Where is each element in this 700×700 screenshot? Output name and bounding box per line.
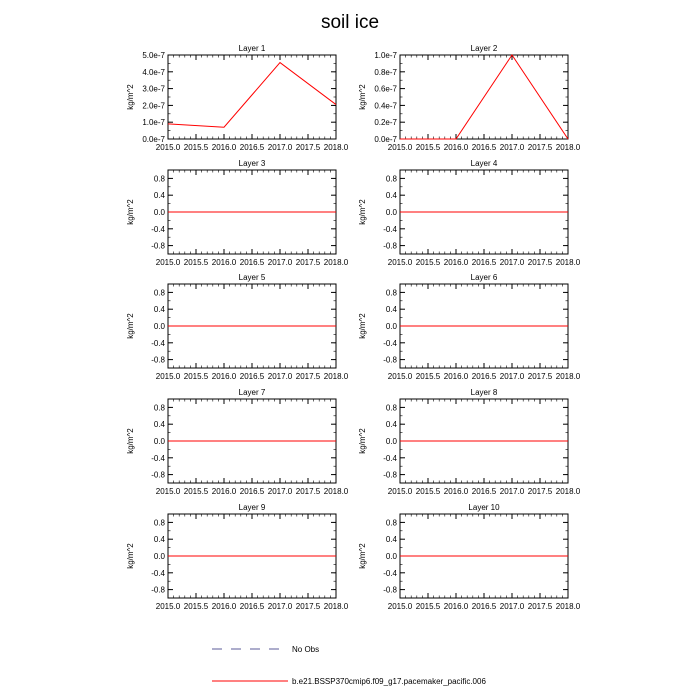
x-tick-label: 2018.0 bbox=[323, 487, 349, 496]
x-tick-label: 2015.5 bbox=[183, 602, 209, 611]
x-tick-label: 2017.5 bbox=[295, 487, 321, 496]
legend bbox=[212, 645, 486, 686]
x-tick-label: 2015.0 bbox=[155, 372, 181, 381]
y-tick-label: 0.0 bbox=[153, 437, 165, 446]
x-tick-label: 2015.5 bbox=[415, 372, 441, 381]
panel-title: Layer 3 bbox=[238, 159, 266, 168]
y-tick-label: 0.0 bbox=[385, 322, 397, 331]
x-tick-label: 2018.0 bbox=[323, 372, 349, 381]
x-tick-label: 2016.0 bbox=[211, 258, 237, 267]
y-tick-label: -0.8 bbox=[151, 355, 165, 365]
y-tick-label: 0.0 bbox=[385, 208, 397, 217]
x-tick-label: 2016.5 bbox=[239, 143, 265, 152]
series-line bbox=[168, 63, 336, 128]
x-tick-label: 2016.5 bbox=[471, 143, 497, 152]
y-tick-label: -0.8 bbox=[151, 470, 165, 480]
x-tick-label: 2016.0 bbox=[443, 258, 469, 267]
panel-title: Layer 5 bbox=[238, 273, 266, 282]
y-tick-label: -0.4 bbox=[383, 224, 397, 234]
y-tick-label: 0.4 bbox=[385, 420, 397, 430]
x-tick-label: 2017.0 bbox=[267, 372, 293, 381]
x-tick-label: 2017.5 bbox=[527, 258, 553, 267]
x-tick-label: 2016.0 bbox=[443, 487, 469, 496]
panel-layer-6 bbox=[358, 273, 581, 381]
x-tick-label: 2017.0 bbox=[499, 487, 525, 496]
y-tick-label: 0.8 bbox=[153, 288, 165, 298]
plot-frame bbox=[168, 55, 336, 139]
panel-title: Layer 7 bbox=[238, 388, 266, 397]
y-tick-label: -0.8 bbox=[383, 355, 397, 365]
y-axis-label: kg/m^2 bbox=[126, 313, 135, 339]
y-tick-label: 0.4 bbox=[153, 305, 165, 315]
x-tick-label: 2017.5 bbox=[295, 372, 321, 381]
x-tick-label: 2018.0 bbox=[555, 602, 581, 611]
y-tick-label: -0.4 bbox=[151, 453, 165, 463]
panel-layer-7 bbox=[126, 388, 349, 496]
x-tick-label: 2015.5 bbox=[415, 258, 441, 267]
panels-group bbox=[126, 44, 581, 611]
x-tick-label: 2016.0 bbox=[211, 143, 237, 152]
x-tick-label: 2017.5 bbox=[527, 143, 553, 152]
x-tick-label: 2016.5 bbox=[239, 602, 265, 611]
panel-layer-4 bbox=[358, 159, 581, 267]
panel-layer-9 bbox=[126, 503, 349, 611]
panel-title: Layer 9 bbox=[238, 503, 266, 512]
figure-title: soil ice bbox=[320, 12, 380, 33]
y-axis-label: kg/m^2 bbox=[126, 84, 135, 110]
x-tick-label: 2015.0 bbox=[155, 487, 181, 496]
x-tick-label: 2016.5 bbox=[239, 258, 265, 267]
y-tick-label: -0.4 bbox=[151, 338, 165, 348]
x-tick-label: 2015.0 bbox=[387, 602, 413, 611]
panel-layer-5 bbox=[126, 273, 349, 381]
y-tick-label: 0.8e-7 bbox=[374, 67, 397, 77]
x-tick-label: 2015.0 bbox=[387, 372, 413, 381]
x-tick-label: 2017.0 bbox=[267, 602, 293, 611]
y-tick-label: 0.4 bbox=[153, 191, 165, 201]
y-tick-label: -0.4 bbox=[151, 568, 165, 578]
x-tick-label: 2018.0 bbox=[323, 602, 349, 611]
x-tick-label: 2017.5 bbox=[527, 372, 553, 381]
y-axis-label: kg/m^2 bbox=[358, 543, 367, 569]
y-tick-label: 0.8 bbox=[385, 174, 397, 184]
panel-title: Layer 1 bbox=[238, 44, 266, 53]
y-tick-label: 0.0 bbox=[153, 552, 165, 561]
x-tick-label: 2015.0 bbox=[155, 602, 181, 611]
y-axis-label: kg/m^2 bbox=[358, 199, 367, 225]
x-tick-label: 2018.0 bbox=[323, 258, 349, 267]
y-tick-label: -0.4 bbox=[383, 568, 397, 578]
y-tick-label: 3.0e-7 bbox=[142, 84, 165, 94]
y-tick-label: 0.0e-7 bbox=[374, 135, 397, 144]
x-tick-label: 2015.0 bbox=[387, 258, 413, 267]
y-tick-label: -0.8 bbox=[151, 585, 165, 595]
x-tick-label: 2015.5 bbox=[183, 372, 209, 381]
panel-layer-8 bbox=[358, 388, 581, 496]
x-tick-label: 2015.0 bbox=[387, 143, 413, 152]
x-tick-label: 2016.5 bbox=[471, 372, 497, 381]
x-tick-label: 2015.5 bbox=[183, 258, 209, 267]
legend-label-no-obs: No Obs bbox=[292, 645, 320, 654]
x-tick-label: 2017.0 bbox=[499, 372, 525, 381]
y-tick-label: 0.0 bbox=[385, 552, 397, 561]
x-tick-label: 2016.5 bbox=[471, 602, 497, 611]
x-tick-label: 2015.0 bbox=[387, 487, 413, 496]
panel-layer-3 bbox=[126, 159, 349, 267]
y-tick-label: 0.0 bbox=[385, 437, 397, 446]
y-tick-label: 0.6e-7 bbox=[374, 84, 397, 94]
x-tick-label: 2015.5 bbox=[415, 487, 441, 496]
y-tick-label: -0.8 bbox=[383, 241, 397, 251]
x-tick-label: 2015.5 bbox=[415, 143, 441, 152]
y-tick-label: 0.2e-7 bbox=[374, 118, 397, 128]
y-tick-label: -0.8 bbox=[383, 470, 397, 480]
x-tick-label: 2018.0 bbox=[555, 258, 581, 267]
x-tick-label: 2017.5 bbox=[295, 143, 321, 152]
x-tick-label: 2016.0 bbox=[211, 487, 237, 496]
x-tick-label: 2016.5 bbox=[471, 487, 497, 496]
x-tick-label: 2017.5 bbox=[527, 602, 553, 611]
y-tick-label: 1.0e-7 bbox=[374, 51, 397, 60]
y-tick-label: 0.0 bbox=[153, 208, 165, 217]
y-tick-label: 0.8 bbox=[153, 518, 165, 528]
x-tick-label: 2017.5 bbox=[527, 487, 553, 496]
x-tick-label: 2016.0 bbox=[211, 372, 237, 381]
x-tick-label: 2016.0 bbox=[443, 143, 469, 152]
x-tick-label: 2017.0 bbox=[267, 487, 293, 496]
y-tick-label: 0.4 bbox=[153, 535, 165, 545]
y-tick-label: 5.0e-7 bbox=[142, 51, 165, 60]
y-tick-label: 1.0e-7 bbox=[142, 118, 165, 128]
y-tick-label: -0.8 bbox=[383, 585, 397, 595]
y-axis-label: kg/m^2 bbox=[126, 199, 135, 225]
panel-title: Layer 6 bbox=[470, 273, 498, 282]
y-tick-label: -0.4 bbox=[151, 224, 165, 234]
y-tick-label: 0.8 bbox=[153, 174, 165, 184]
x-tick-label: 2018.0 bbox=[555, 143, 581, 152]
y-tick-label: 0.4 bbox=[385, 191, 397, 201]
panel-title: Layer 8 bbox=[470, 388, 498, 397]
x-tick-label: 2016.0 bbox=[443, 602, 469, 611]
y-axis-label: kg/m^2 bbox=[126, 428, 135, 454]
x-tick-label: 2017.5 bbox=[295, 602, 321, 611]
x-tick-label: 2016.5 bbox=[239, 372, 265, 381]
y-tick-label: 0.4 bbox=[385, 305, 397, 315]
y-tick-label: 0.4 bbox=[153, 420, 165, 430]
y-axis-label: kg/m^2 bbox=[358, 428, 367, 454]
x-tick-label: 2017.0 bbox=[267, 258, 293, 267]
panel-layer-1 bbox=[126, 44, 349, 152]
y-tick-label: 0.0 bbox=[153, 322, 165, 331]
y-tick-label: -0.4 bbox=[383, 453, 397, 463]
y-tick-label: 0.0e-7 bbox=[142, 135, 165, 144]
x-tick-label: 2018.0 bbox=[323, 143, 349, 152]
y-tick-label: 0.4 bbox=[385, 535, 397, 545]
y-tick-label: 0.8 bbox=[153, 403, 165, 413]
y-tick-label: 0.8 bbox=[385, 518, 397, 528]
x-tick-label: 2018.0 bbox=[555, 487, 581, 496]
x-tick-label: 2017.5 bbox=[295, 258, 321, 267]
x-tick-label: 2016.0 bbox=[211, 602, 237, 611]
legend-label-model: b.e21.BSSP370cmip6.f09_g17.pacemaker_pacific.006 bbox=[292, 677, 486, 686]
panel-layer-2 bbox=[358, 44, 581, 152]
y-axis-label: kg/m^2 bbox=[358, 84, 367, 110]
y-tick-label: 4.0e-7 bbox=[142, 67, 165, 77]
panel-title: Layer 2 bbox=[470, 44, 498, 53]
x-tick-label: 2017.0 bbox=[267, 143, 293, 152]
y-tick-label: 0.4e-7 bbox=[374, 101, 397, 111]
x-tick-label: 2016.5 bbox=[471, 258, 497, 267]
series-line bbox=[400, 55, 568, 139]
x-tick-label: 2016.5 bbox=[239, 487, 265, 496]
x-tick-label: 2016.0 bbox=[443, 372, 469, 381]
x-tick-label: 2017.0 bbox=[499, 602, 525, 611]
y-tick-label: -0.8 bbox=[151, 241, 165, 251]
x-tick-label: 2017.0 bbox=[499, 143, 525, 152]
x-tick-label: 2015.5 bbox=[415, 602, 441, 611]
panel-layer-10 bbox=[358, 503, 581, 611]
x-tick-label: 2015.0 bbox=[155, 143, 181, 152]
x-tick-label: 2015.0 bbox=[155, 258, 181, 267]
panel-title: Layer 10 bbox=[468, 503, 500, 512]
x-tick-label: 2017.0 bbox=[499, 258, 525, 267]
y-tick-label: -0.4 bbox=[383, 338, 397, 348]
y-tick-label: 0.8 bbox=[385, 288, 397, 298]
y-axis-label: kg/m^2 bbox=[358, 313, 367, 339]
y-tick-label: 0.8 bbox=[385, 403, 397, 413]
x-tick-label: 2015.5 bbox=[183, 487, 209, 496]
panel-title: Layer 4 bbox=[470, 159, 498, 168]
x-tick-label: 2018.0 bbox=[555, 372, 581, 381]
y-axis-label: kg/m^2 bbox=[126, 543, 135, 569]
x-tick-label: 2015.5 bbox=[183, 143, 209, 152]
y-tick-label: 2.0e-7 bbox=[142, 101, 165, 111]
